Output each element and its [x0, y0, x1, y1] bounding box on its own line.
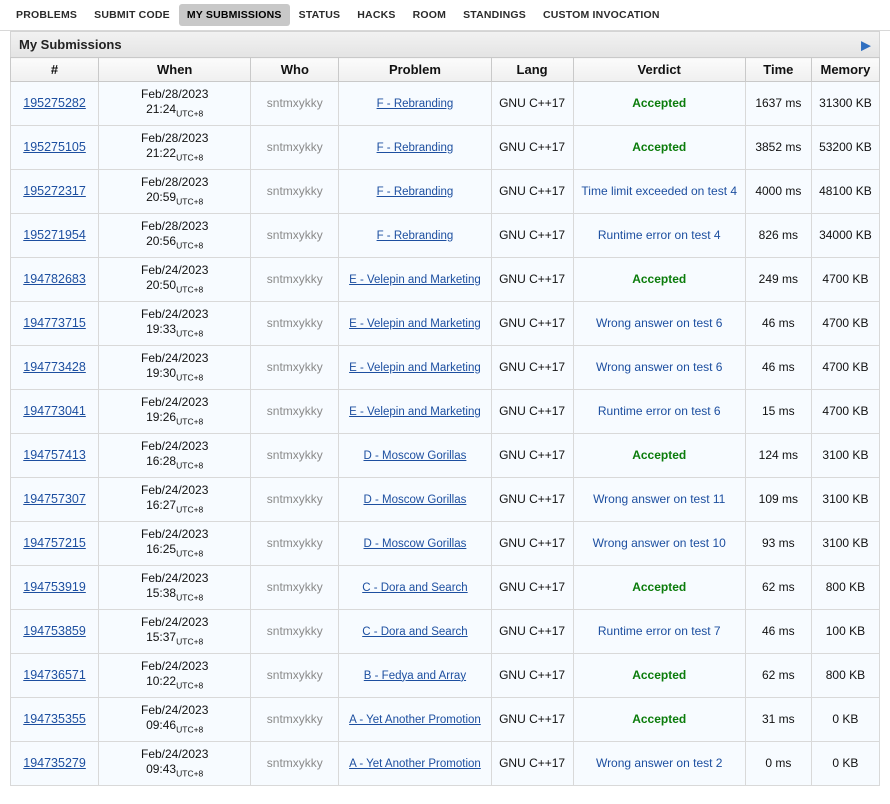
submission-when-cell	[99, 522, 251, 566]
table-row	[11, 170, 880, 214]
submission-timezone: UTC+8	[176, 416, 204, 427]
submission-time-of-day-wrap	[103, 366, 246, 383]
submission-id-cell	[11, 742, 99, 786]
verdict-badge[interactable]: Runtime error on test 4	[597, 228, 721, 242]
submission-id-cell	[11, 214, 99, 258]
submission-when-cell	[99, 742, 251, 786]
problem-link[interactable]: C - Dora and Search	[362, 625, 468, 638]
submission-id-link[interactable]: 194757215	[23, 535, 86, 550]
nav-item-submit-code[interactable]: SUBMIT CODE	[94, 9, 170, 21]
submission-language: GNU C++17	[491, 434, 573, 478]
submission-id-link[interactable]: 194735355	[23, 711, 86, 726]
table-row	[11, 434, 880, 478]
submission-id-cell	[11, 82, 99, 126]
submission-timezone: UTC+8	[176, 592, 204, 603]
submission-memory: 4700 KB	[811, 258, 879, 302]
submission-time: 62 ms	[745, 566, 811, 610]
submission-verdict-cell	[573, 742, 745, 786]
submission-date: Feb/28/2023	[140, 131, 209, 146]
page-content	[0, 31, 890, 786]
submission-time-of-day: 09:46	[146, 718, 177, 733]
table-row	[11, 478, 880, 522]
submission-date: Feb/24/2023	[140, 483, 209, 498]
submission-time-of-day-wrap	[103, 278, 246, 295]
submission-time-of-day: 20:59	[146, 190, 177, 205]
submission-time-of-day: 15:37	[146, 630, 177, 645]
submission-id-cell	[11, 566, 99, 610]
verdict-badge[interactable]: Wrong answer on test 2	[595, 756, 723, 770]
column-header-who: Who	[251, 58, 339, 82]
submission-language: GNU C++17	[491, 302, 573, 346]
submission-author[interactable]: sntmxykky	[251, 698, 339, 742]
verdict-badge[interactable]: Accepted	[632, 96, 687, 110]
submission-id-cell	[11, 170, 99, 214]
page-title: My Submissions	[19, 37, 122, 52]
submission-id-cell	[11, 390, 99, 434]
problem-link[interactable]: E - Velepin and Marketing	[349, 361, 481, 374]
submission-time: 249 ms	[745, 258, 811, 302]
submission-verdict-cell	[573, 346, 745, 390]
submission-time: 1637 ms	[745, 82, 811, 126]
verdict-badge[interactable]: Accepted	[632, 668, 687, 682]
problem-link[interactable]: B - Fedya and Array	[363, 669, 467, 682]
submission-language: GNU C++17	[491, 478, 573, 522]
nav-item-problems[interactable]: PROBLEMS	[16, 9, 78, 21]
submission-time-of-day-wrap	[103, 190, 246, 207]
submission-memory: 0 KB	[811, 742, 879, 786]
table-row	[11, 566, 880, 610]
submission-time: 4000 ms	[745, 170, 811, 214]
submission-id-link[interactable]: 194735279	[23, 755, 86, 770]
submission-language: GNU C++17	[491, 698, 573, 742]
problem-link[interactable]: D - Moscow Gorillas	[363, 493, 467, 506]
submission-time-of-day: 21:24	[146, 102, 177, 117]
submission-author[interactable]: sntmxykky	[251, 346, 339, 390]
submission-problem-cell	[339, 698, 491, 742]
problem-link[interactable]: A - Yet Another Promotion	[349, 713, 481, 726]
submission-author[interactable]: sntmxykky	[251, 302, 339, 346]
submission-id-link[interactable]: 195275105	[23, 139, 86, 154]
submission-language: GNU C++17	[491, 258, 573, 302]
submission-time-of-day: 15:38	[146, 586, 177, 601]
verdict-badge[interactable]: Wrong answer on test 11	[593, 492, 726, 506]
submission-problem-cell	[339, 610, 491, 654]
submission-timezone: UTC+8	[176, 372, 204, 383]
verdict-badge[interactable]: Time limit exceeded on test 4	[581, 184, 738, 198]
verdict-badge[interactable]: Runtime error on test 6	[597, 404, 721, 418]
submission-problem-cell	[339, 566, 491, 610]
submission-date: Feb/24/2023	[140, 659, 209, 674]
submission-time: 93 ms	[745, 522, 811, 566]
submission-verdict-cell	[573, 522, 745, 566]
submission-time-of-day: 10:22	[146, 674, 177, 689]
submission-time: 826 ms	[745, 214, 811, 258]
problem-link[interactable]: E - Velepin and Marketing	[349, 317, 481, 330]
submission-time: 31 ms	[745, 698, 811, 742]
submission-author[interactable]: sntmxykky	[251, 258, 339, 302]
submission-time-of-day-wrap	[103, 322, 246, 339]
submission-id-cell	[11, 434, 99, 478]
submission-timezone: UTC+8	[176, 548, 204, 559]
submission-verdict-cell	[573, 258, 745, 302]
submission-memory: 800 KB	[811, 654, 879, 698]
table-row	[11, 302, 880, 346]
submission-id-cell	[11, 258, 99, 302]
submission-problem-cell	[339, 302, 491, 346]
column-header-problem: Problem	[339, 58, 491, 82]
table-row	[11, 346, 880, 390]
submission-language: GNU C++17	[491, 654, 573, 698]
play-right-icon[interactable]: ▶	[861, 37, 871, 52]
submission-id-link[interactable]: 195275282	[23, 95, 86, 110]
submission-time: 3852 ms	[745, 126, 811, 170]
submission-memory: 31300 KB	[811, 82, 879, 126]
submission-time: 46 ms	[745, 610, 811, 654]
submission-time: 15 ms	[745, 390, 811, 434]
submission-timezone: UTC+8	[176, 240, 204, 251]
submission-memory: 34000 KB	[811, 214, 879, 258]
submission-time-of-day-wrap	[103, 498, 246, 515]
submission-date: Feb/24/2023	[140, 307, 209, 322]
submission-when-cell	[99, 302, 251, 346]
submission-author[interactable]: sntmxykky	[251, 214, 339, 258]
table-row	[11, 654, 880, 698]
submission-author[interactable]: sntmxykky	[251, 522, 339, 566]
submission-id-link[interactable]: 194773041	[23, 403, 86, 418]
submission-memory: 800 KB	[811, 566, 879, 610]
nav-item-hacks[interactable]: HACKS	[357, 9, 396, 21]
submission-when-cell	[99, 390, 251, 434]
column-header-time: Time	[745, 58, 811, 82]
submission-problem-cell	[339, 346, 491, 390]
submission-time-of-day: 19:33	[146, 322, 177, 337]
submission-when-cell	[99, 566, 251, 610]
submission-date: Feb/24/2023	[140, 703, 209, 718]
submission-problem-cell	[339, 82, 491, 126]
problem-link[interactable]: E - Velepin and Marketing	[349, 273, 481, 286]
submission-memory: 4700 KB	[811, 302, 879, 346]
submission-timezone: UTC+8	[176, 196, 204, 207]
submission-date: Feb/24/2023	[140, 395, 209, 410]
submission-timezone: UTC+8	[176, 108, 204, 119]
submission-when-cell	[99, 610, 251, 654]
submission-memory: 100 KB	[811, 610, 879, 654]
submission-id-cell	[11, 698, 99, 742]
submission-author[interactable]: sntmxykky	[251, 478, 339, 522]
submission-time-of-day: 16:27	[146, 498, 177, 513]
submission-date: Feb/24/2023	[140, 351, 209, 366]
submission-timezone: UTC+8	[176, 152, 204, 163]
submission-verdict-cell	[573, 126, 745, 170]
submission-author[interactable]: sntmxykky	[251, 126, 339, 170]
submission-problem-cell	[339, 126, 491, 170]
submission-time: 62 ms	[745, 654, 811, 698]
submission-when-cell	[99, 346, 251, 390]
submission-time-of-day: 19:30	[146, 366, 177, 381]
submission-id-link[interactable]: 194757413	[23, 447, 86, 462]
submission-time-of-day-wrap	[103, 102, 246, 119]
submission-date: Feb/24/2023	[140, 571, 209, 586]
submission-language: GNU C++17	[491, 610, 573, 654]
submission-memory: 4700 KB	[811, 346, 879, 390]
submission-author[interactable]: sntmxykky	[251, 170, 339, 214]
submission-id-link[interactable]: 194757307	[23, 491, 86, 506]
panel-header	[10, 31, 880, 57]
submission-time-of-day: 09:43	[146, 762, 177, 777]
submission-author[interactable]: sntmxykky	[251, 82, 339, 126]
nav-item-status[interactable]: STATUS	[298, 9, 341, 21]
submission-timezone: UTC+8	[176, 460, 204, 471]
submission-time-of-day-wrap	[103, 542, 246, 559]
nav-item-room[interactable]: ROOM	[412, 9, 447, 21]
submission-problem-cell	[339, 434, 491, 478]
problem-link[interactable]: F - Rebranding	[376, 141, 454, 154]
submission-problem-cell	[339, 170, 491, 214]
submission-timezone: UTC+8	[176, 636, 204, 647]
submission-id-cell	[11, 654, 99, 698]
submission-problem-cell	[339, 390, 491, 434]
submission-time-of-day: 20:56	[146, 234, 177, 249]
table-row	[11, 258, 880, 302]
submission-when-cell	[99, 126, 251, 170]
nav-item-my-submissions[interactable]: MY SUBMISSIONS	[179, 4, 290, 26]
submission-memory: 3100 KB	[811, 522, 879, 566]
verdict-badge[interactable]: Wrong answer on test 10	[592, 536, 726, 550]
submission-time-of-day-wrap	[103, 234, 246, 251]
submission-id-link[interactable]: 194753859	[23, 623, 86, 638]
table-row	[11, 126, 880, 170]
submission-time-of-day-wrap	[103, 410, 246, 427]
submission-verdict-cell	[573, 170, 745, 214]
submission-timezone: UTC+8	[176, 768, 204, 779]
submission-when-cell	[99, 434, 251, 478]
column-header-verdict: Verdict	[573, 58, 745, 82]
verdict-badge[interactable]: Accepted	[632, 272, 687, 286]
problem-link[interactable]: E - Velepin and Marketing	[349, 405, 481, 418]
table-row	[11, 522, 880, 566]
submission-date: Feb/24/2023	[140, 747, 209, 762]
submission-timezone: UTC+8	[176, 680, 204, 691]
submission-problem-cell	[339, 258, 491, 302]
submission-language: GNU C++17	[491, 742, 573, 786]
submission-time-of-day-wrap	[103, 630, 246, 647]
submission-id-link[interactable]: 194736571	[23, 667, 86, 682]
problem-link[interactable]: A - Yet Another Promotion	[349, 757, 481, 770]
problem-link[interactable]: D - Moscow Gorillas	[363, 537, 467, 550]
submission-author[interactable]: sntmxykky	[251, 654, 339, 698]
submission-time: 0 ms	[745, 742, 811, 786]
submission-author[interactable]: sntmxykky	[251, 434, 339, 478]
submission-language: GNU C++17	[491, 170, 573, 214]
submission-memory: 3100 KB	[811, 478, 879, 522]
submission-language: GNU C++17	[491, 126, 573, 170]
submission-verdict-cell	[573, 654, 745, 698]
submission-timezone: UTC+8	[176, 504, 204, 515]
submission-memory: 4700 KB	[811, 390, 879, 434]
submission-date: Feb/28/2023	[140, 87, 209, 102]
problem-link[interactable]: F - Rebranding	[376, 185, 454, 198]
submission-id-cell	[11, 478, 99, 522]
submission-timezone: UTC+8	[176, 724, 204, 735]
table-row	[11, 698, 880, 742]
table-row	[11, 610, 880, 654]
nav-item-custom-invocation[interactable]: CUSTOM INVOCATION	[542, 9, 660, 21]
submission-author[interactable]: sntmxykky	[251, 566, 339, 610]
submission-language: GNU C++17	[491, 82, 573, 126]
submission-author[interactable]: sntmxykky	[251, 742, 339, 786]
verdict-badge[interactable]: Runtime error on test 7	[597, 624, 721, 638]
submission-when-cell	[99, 654, 251, 698]
submission-id-link[interactable]: 195272317	[23, 183, 86, 198]
table-row	[11, 742, 880, 786]
verdict-badge[interactable]: Accepted	[632, 580, 687, 594]
submission-time-of-day: 19:26	[146, 410, 177, 425]
submission-language: GNU C++17	[491, 522, 573, 566]
submission-problem-cell	[339, 742, 491, 786]
submission-id-cell	[11, 302, 99, 346]
submission-verdict-cell	[573, 434, 745, 478]
submission-memory: 48100 KB	[811, 170, 879, 214]
submission-memory: 53200 KB	[811, 126, 879, 170]
problem-link[interactable]: C - Dora and Search	[362, 581, 468, 594]
column-header-lang: Lang	[491, 58, 573, 82]
submission-id-link[interactable]: 194753919	[23, 579, 86, 594]
submission-date: Feb/24/2023	[140, 439, 209, 454]
verdict-badge[interactable]: Wrong answer on test 6	[595, 360, 723, 374]
table-head	[11, 58, 880, 82]
table-row	[11, 390, 880, 434]
submission-author[interactable]: sntmxykky	[251, 390, 339, 434]
submission-language: GNU C++17	[491, 214, 573, 258]
column-header-when: When	[99, 58, 251, 82]
table-row	[11, 214, 880, 258]
submission-date: Feb/24/2023	[140, 615, 209, 630]
submission-time-of-day-wrap	[103, 762, 246, 779]
submission-problem-cell	[339, 478, 491, 522]
submission-verdict-cell	[573, 214, 745, 258]
submission-date: Feb/28/2023	[140, 175, 209, 190]
submission-when-cell	[99, 698, 251, 742]
nav-item-standings[interactable]: STANDINGS	[463, 9, 526, 21]
submission-when-cell	[99, 478, 251, 522]
submission-time-of-day: 21:22	[146, 146, 177, 161]
submission-id-cell	[11, 346, 99, 390]
submission-problem-cell	[339, 522, 491, 566]
column-header-memory: Memory	[811, 58, 879, 82]
submission-date: Feb/28/2023	[140, 219, 209, 234]
submission-problem-cell	[339, 214, 491, 258]
verdict-badge[interactable]: Wrong answer on test 6	[595, 316, 723, 330]
problem-link[interactable]: F - Rebranding	[376, 229, 454, 242]
submission-verdict-cell	[573, 610, 745, 654]
column-header-: #	[11, 58, 99, 82]
submission-memory: 0 KB	[811, 698, 879, 742]
submission-language: GNU C++17	[491, 566, 573, 610]
submission-verdict-cell	[573, 302, 745, 346]
submission-id-link[interactable]: 194773715	[23, 315, 86, 330]
table-header-row	[11, 58, 880, 82]
submission-problem-cell	[339, 654, 491, 698]
verdict-badge[interactable]: Accepted	[632, 448, 687, 462]
submission-date: Feb/24/2023	[140, 263, 209, 278]
verdict-badge[interactable]: Accepted	[632, 712, 687, 726]
submission-id-cell	[11, 522, 99, 566]
submission-verdict-cell	[573, 82, 745, 126]
submission-time-of-day: 20:50	[146, 278, 177, 293]
submission-verdict-cell	[573, 698, 745, 742]
submission-time: 46 ms	[745, 346, 811, 390]
submission-time-of-day: 16:25	[146, 542, 177, 557]
table-row	[11, 82, 880, 126]
submission-when-cell	[99, 170, 251, 214]
main-navigation	[0, 0, 890, 31]
submission-id-link[interactable]: 195271954	[23, 227, 86, 242]
submission-time-of-day-wrap	[103, 586, 246, 603]
submission-language: GNU C++17	[491, 390, 573, 434]
submission-time-of-day-wrap	[103, 718, 246, 735]
problem-link[interactable]: F - Rebranding	[376, 97, 454, 110]
submissions-table	[10, 57, 880, 786]
submission-author[interactable]: sntmxykky	[251, 610, 339, 654]
submission-time: 109 ms	[745, 478, 811, 522]
submission-time-of-day-wrap	[103, 454, 246, 471]
submission-time-of-day-wrap	[103, 146, 246, 163]
submission-time-of-day-wrap	[103, 674, 246, 691]
submission-verdict-cell	[573, 390, 745, 434]
submission-when-cell	[99, 258, 251, 302]
submission-verdict-cell	[573, 566, 745, 610]
table-body	[11, 82, 880, 786]
submission-id-cell	[11, 610, 99, 654]
submission-id-link[interactable]: 194782683	[23, 271, 86, 286]
submission-time-of-day: 16:28	[146, 454, 177, 469]
submission-timezone: UTC+8	[176, 328, 204, 339]
submission-date: Feb/24/2023	[140, 527, 209, 542]
submission-memory: 3100 KB	[811, 434, 879, 478]
submission-language: GNU C++17	[491, 346, 573, 390]
submission-when-cell	[99, 82, 251, 126]
submission-verdict-cell	[573, 478, 745, 522]
submission-id-cell	[11, 126, 99, 170]
submission-timezone: UTC+8	[176, 284, 204, 295]
submission-when-cell	[99, 214, 251, 258]
submission-id-link[interactable]: 194773428	[23, 359, 86, 374]
submission-time: 124 ms	[745, 434, 811, 478]
submission-time: 46 ms	[745, 302, 811, 346]
verdict-badge[interactable]: Accepted	[632, 140, 687, 154]
problem-link[interactable]: D - Moscow Gorillas	[363, 449, 467, 462]
